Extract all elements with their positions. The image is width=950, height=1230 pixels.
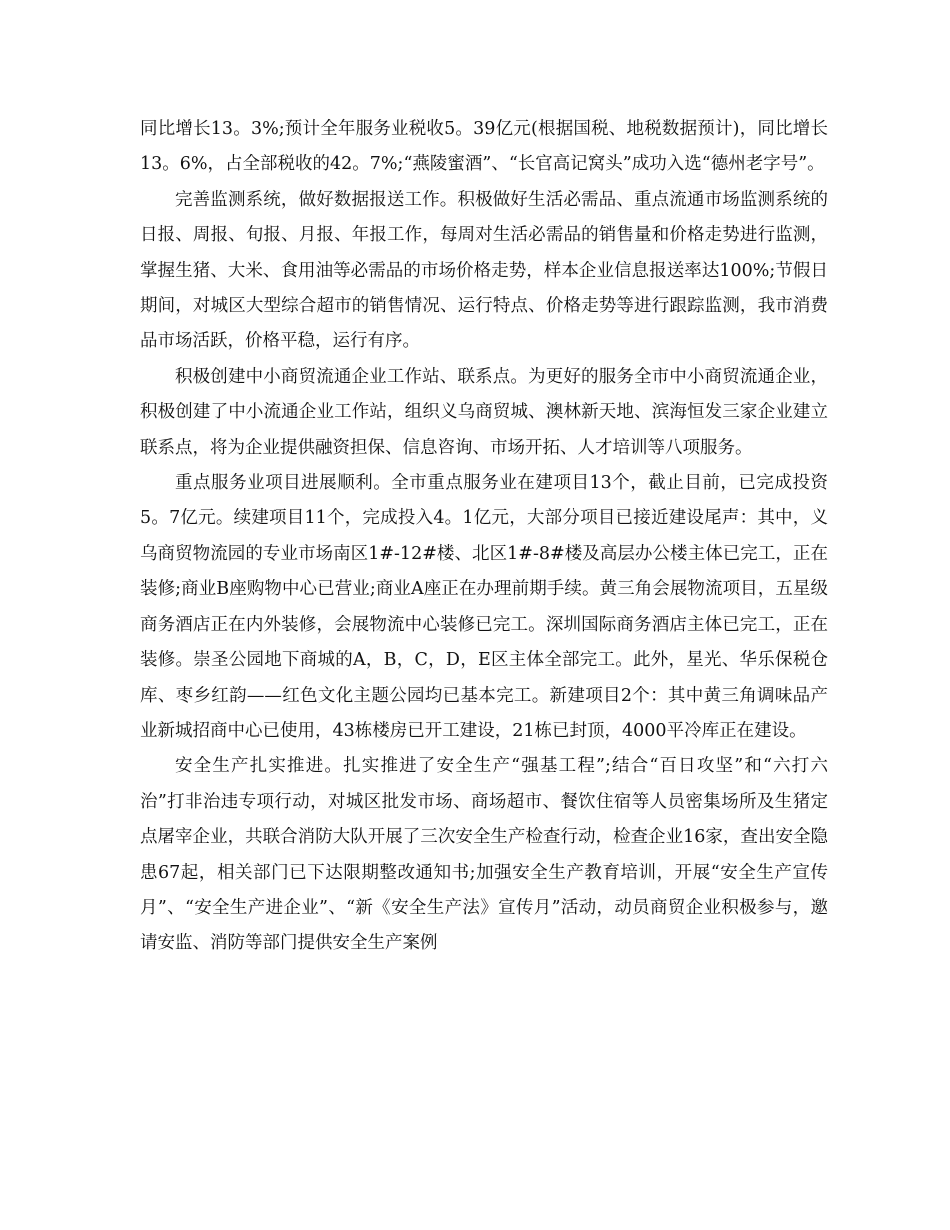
paragraph-monitoring-system: 完善监测系统，做好数据报送工作。积极做好生活必需品、重点流通市场监测系统的日报、周报、旬报、月报、年报工作，每周对生活必需品的销售量和价格走势进行监测，掌握生猪、大米、食用油等必需品的市场价格走势，样本企业信息报送率达100%;节假日期间，对城区大型综合超市的销售情况、运行特点、价格走势等进行跟踪监测，我市消费品市场活跃，价格平稳，运行有序。 — [140, 189, 828, 352]
paragraph-tax-summary: 同比增长13。3%;预计全年服务业税收5。39亿元(根据国税、地税数据预计)，同比增长13。6%，占全部税收的42。7%;“燕陵蜜酒”、“长官高记窝头”成功入选“德州老字号”。 — [140, 119, 828, 175]
document-body — [140, 112, 828, 962]
paragraph-key-projects: 重点服务业项目进展顺利。全市重点服务业在建项目13个，截止目前，已完成投资5。7亿元。续建项目11个，完成投入4。1亿元，大部分项目已接近建设尾声：其中，义乌商贸物流园的专业市场南区1#-12#楼、北区1#-8#楼及高层办公楼主体已完工，正在装修;商业B座购物中心已营业;商业A座正在办理前期手续。黄三角会展物流项目，五星级商务酒店正在内外装修，会展物流中心装修已完工。深圳国际商务酒店主体已完工，正在装修。崇圣公园地下商城的A，B，C，D，E区主体全部完工。此外，星光、华乐保税仓库、枣乡红韵——红色文化主题公园均已基本完工。新建项目2个：其中黄三角调味品产业新城招商中心已使用，43栋楼房已开工建设，21栋已封顶，4000平冷库正在建设。 — [140, 473, 828, 741]
paragraph-sme-workstation: 积极创建中小商贸流通企业工作站、联系点。为更好的服务全市中小商贸流通企业，积极创建了中小流通企业工作站，组织义乌商贸城、澳林新天地、滨海恒发三家企业建立联系点，将为企业提供融资担保、信息咨询、市场开拓、人才培训等八项服务。 — [140, 366, 828, 458]
paragraph-work-safety: 安全生产扎实推进。扎实推进了安全生产“强基工程”;结合“百日攻坚”和“六打六治”打非治违专项行动，对城区批发市场、商场超市、餐饮住宿等人员密集场所及生猪定点屠宰企业，共联合消防大队开展了三次安全生产检查行动，检查企业16家，查出安全隐患67起，相关部门已下达限期整改通知书;加强安全生产教育培训，开展“安全生产宣传月”、“安全生产进企业”、“新《安全生产法》宣传月”活动，动员商贸企业积极参与，邀请安监、消防等部门提供安全生产案例 — [140, 756, 828, 954]
